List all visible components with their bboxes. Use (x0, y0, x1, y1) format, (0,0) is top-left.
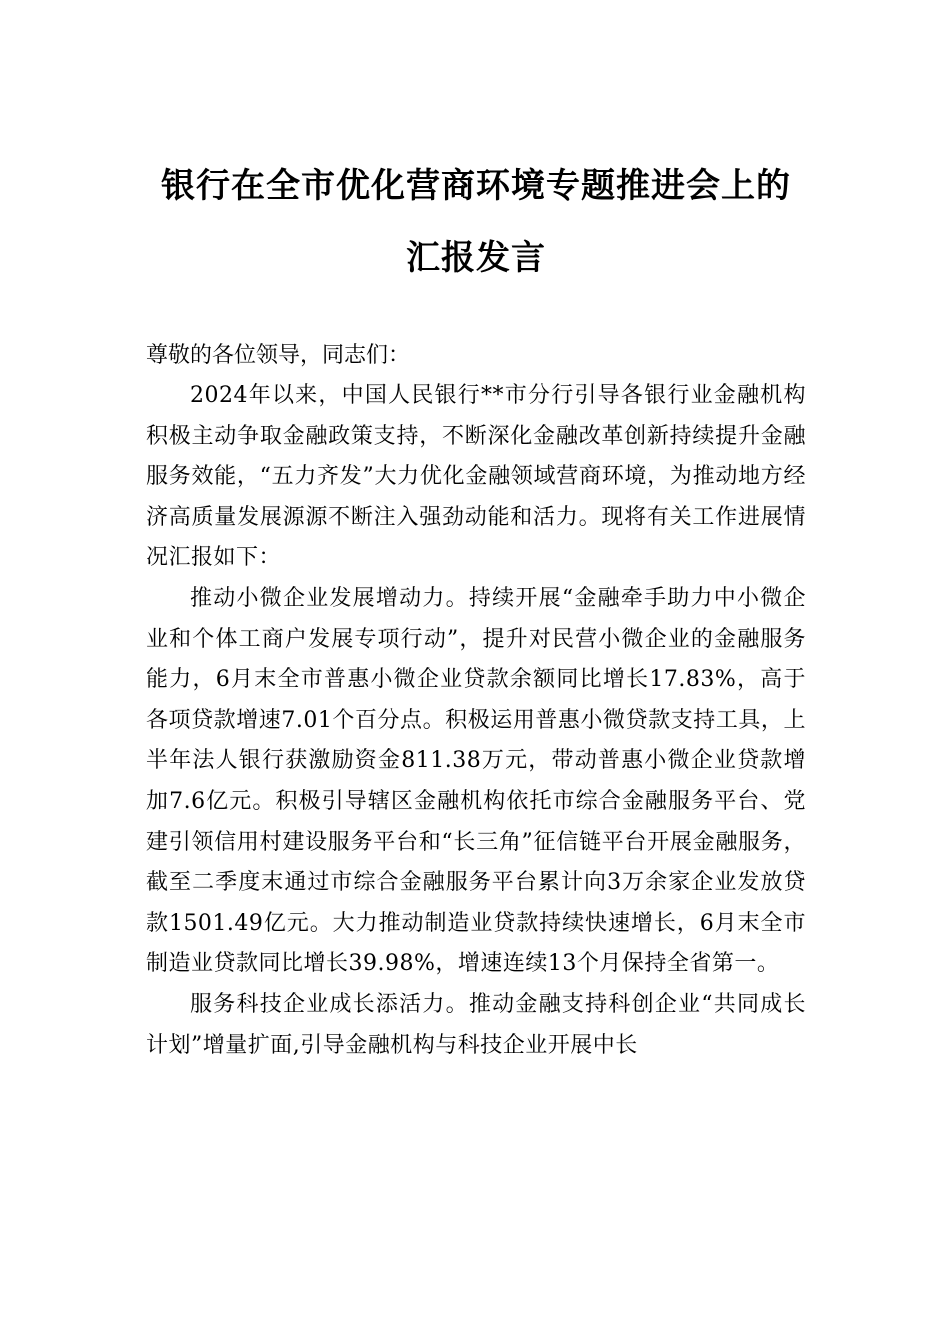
paragraph-intro: 2024年以来，中国人民银行**市分行引导各银行业金融机构积极主动争取金融政策支持，不断深化金融改革创新持续提升金融服务效能，“五力齐发”大力优化金融领域营商环境，为推动地方经济高质量发展源源不断注入强劲动能和活力。现将有关工作进展情况汇报如下： (146, 383, 806, 571)
paragraph-tech-enterprises: 服务科技企业成长添活力。推动金融支持科创企业“共同成长计划”增量扩面,引导金融机构与科技企业开展中长 (146, 991, 806, 1058)
title-line-1: 银行在全市优化营商环境专题推进会上的 (161, 166, 791, 206)
document-title (146, 150, 806, 294)
title-line-2: 汇报发言 (406, 238, 546, 278)
salutation: 尊敬的各位领导，同志们： (146, 343, 411, 368)
document-page (146, 150, 806, 1066)
paragraph-small-micro-enterprises: 推动小微企业发展增动力。持续开展“金融牵手助力中小微企业和个体工商户发展专项行动”，提升对民营小微企业的金融服务能力，6月末全市普惠小微企业贷款余额同比增长17.83%，高于各项贷款增速7.01个百分点。积极运用普惠小微贷款支持工具，上半年法人银行获激励资金811.38万元，带动普惠小微企业贷款增加7.6亿元。积极引导辖区金融机构依托市综合金融服务平台、党建引领信用村建设服务平台和“长三角”征信链平台开展金融服务，截至二季度末通过市综合金融服务平台累计向3万余家企业发放贷款1501.49亿元。大力推动制造业贷款持续快速增长，6月末全市制造业贷款同比增长39.98%，增速连续13个月保持全省第一。 (146, 585, 806, 977)
